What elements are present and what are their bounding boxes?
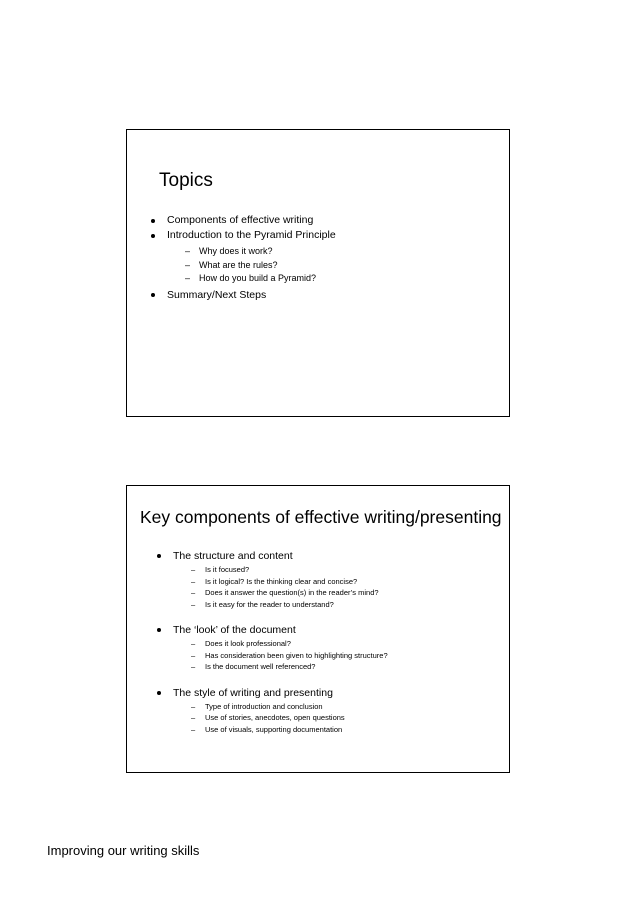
bullet-dot-icon bbox=[151, 293, 155, 297]
dash-icon: – bbox=[191, 576, 196, 586]
sub-bullet-item bbox=[191, 576, 388, 588]
dash-icon: – bbox=[191, 588, 196, 597]
sub-bullet-item bbox=[191, 712, 388, 724]
bullet-text: The structure and content bbox=[173, 550, 293, 562]
dash-icon: – bbox=[185, 246, 191, 256]
sub-bullet-item bbox=[191, 650, 388, 662]
slide-key-components bbox=[126, 485, 510, 773]
slide-title: Key components of effective writing/presenting bbox=[140, 507, 502, 527]
dash-icon: – bbox=[191, 650, 196, 660]
sub-bullet-text: Does it look professional? bbox=[205, 639, 291, 648]
bullet-dot-icon bbox=[157, 554, 161, 558]
sub-bullet-item bbox=[191, 724, 388, 736]
sub-bullet-item bbox=[185, 272, 336, 286]
dash-icon: – bbox=[185, 259, 191, 270]
dash-icon: – bbox=[185, 273, 191, 283]
sub-bullet-item bbox=[191, 661, 388, 673]
slide-topics bbox=[126, 129, 510, 417]
sub-bullet-item bbox=[191, 587, 388, 599]
bullet-item bbox=[157, 549, 388, 610]
dash-icon: – bbox=[191, 565, 196, 574]
bullet-text: The style of writing and presenting bbox=[173, 686, 333, 699]
dash-icon: – bbox=[191, 701, 196, 711]
dash-icon: – bbox=[191, 639, 196, 648]
bullet-text: Components of effective writing bbox=[167, 214, 314, 226]
bullet-dot-icon bbox=[157, 691, 161, 695]
bullet-dot-icon bbox=[151, 234, 155, 238]
bullet-text: The ‘look’ of the document bbox=[173, 624, 296, 636]
sub-bullet-item bbox=[191, 638, 388, 650]
sub-bullet-text: Type of introduction and conclusion bbox=[205, 701, 323, 711]
sub-bullet-item bbox=[185, 259, 336, 273]
sub-bullet-list bbox=[173, 638, 388, 673]
sub-bullet-item bbox=[191, 564, 388, 576]
bullet-item bbox=[151, 288, 336, 303]
dash-icon: – bbox=[191, 599, 196, 609]
bullet-dot-icon bbox=[157, 628, 161, 632]
bullet-text: Introduction to the Pyramid Principle bbox=[167, 229, 336, 241]
sub-bullet-text: Is it logical? Is the thinking clear and concise? bbox=[205, 576, 358, 586]
slide-title: Topics bbox=[159, 170, 213, 191]
page-footer: Improving our writing skills bbox=[47, 843, 200, 858]
bullet-dot-icon bbox=[151, 219, 155, 223]
sub-bullet-text: Use of visuals, supporting documentation bbox=[205, 724, 343, 734]
sub-bullet-text: What are the rules? bbox=[199, 259, 278, 270]
sub-bullet-list bbox=[173, 701, 388, 736]
sub-bullet-text: Has consideration been given to highlighting structure? bbox=[205, 650, 388, 660]
sub-bullet-text: Is it focused? bbox=[205, 565, 250, 574]
dash-icon: – bbox=[191, 713, 196, 722]
sub-bullet-item bbox=[191, 701, 388, 713]
bullet-text: Summary/Next Steps bbox=[167, 288, 267, 301]
sub-bullet-text: Is the document well referenced? bbox=[205, 662, 316, 671]
sub-bullet-text: Does it answer the question(s) in the reader’s mind? bbox=[205, 588, 379, 597]
sub-bullet-text: Use of stories, anecdotes, open questions bbox=[205, 713, 345, 722]
bullet-list bbox=[151, 213, 336, 303]
sub-bullet-list bbox=[167, 245, 336, 286]
bullet-item bbox=[151, 228, 336, 286]
dash-icon: – bbox=[191, 724, 196, 734]
bullet-item bbox=[157, 623, 388, 673]
sub-bullet-text: Why does it work? bbox=[199, 246, 273, 256]
bullet-item bbox=[157, 686, 388, 736]
sub-bullet-text: Is it easy for the reader to understand? bbox=[205, 599, 334, 609]
sub-bullet-list bbox=[173, 564, 388, 610]
bullet-list bbox=[157, 549, 388, 748]
bullet-item bbox=[151, 213, 336, 228]
sub-bullet-text: How do you build a Pyramid? bbox=[199, 273, 317, 283]
dash-icon: – bbox=[191, 662, 196, 671]
sub-bullet-item bbox=[185, 245, 336, 259]
sub-bullet-item bbox=[191, 599, 388, 611]
